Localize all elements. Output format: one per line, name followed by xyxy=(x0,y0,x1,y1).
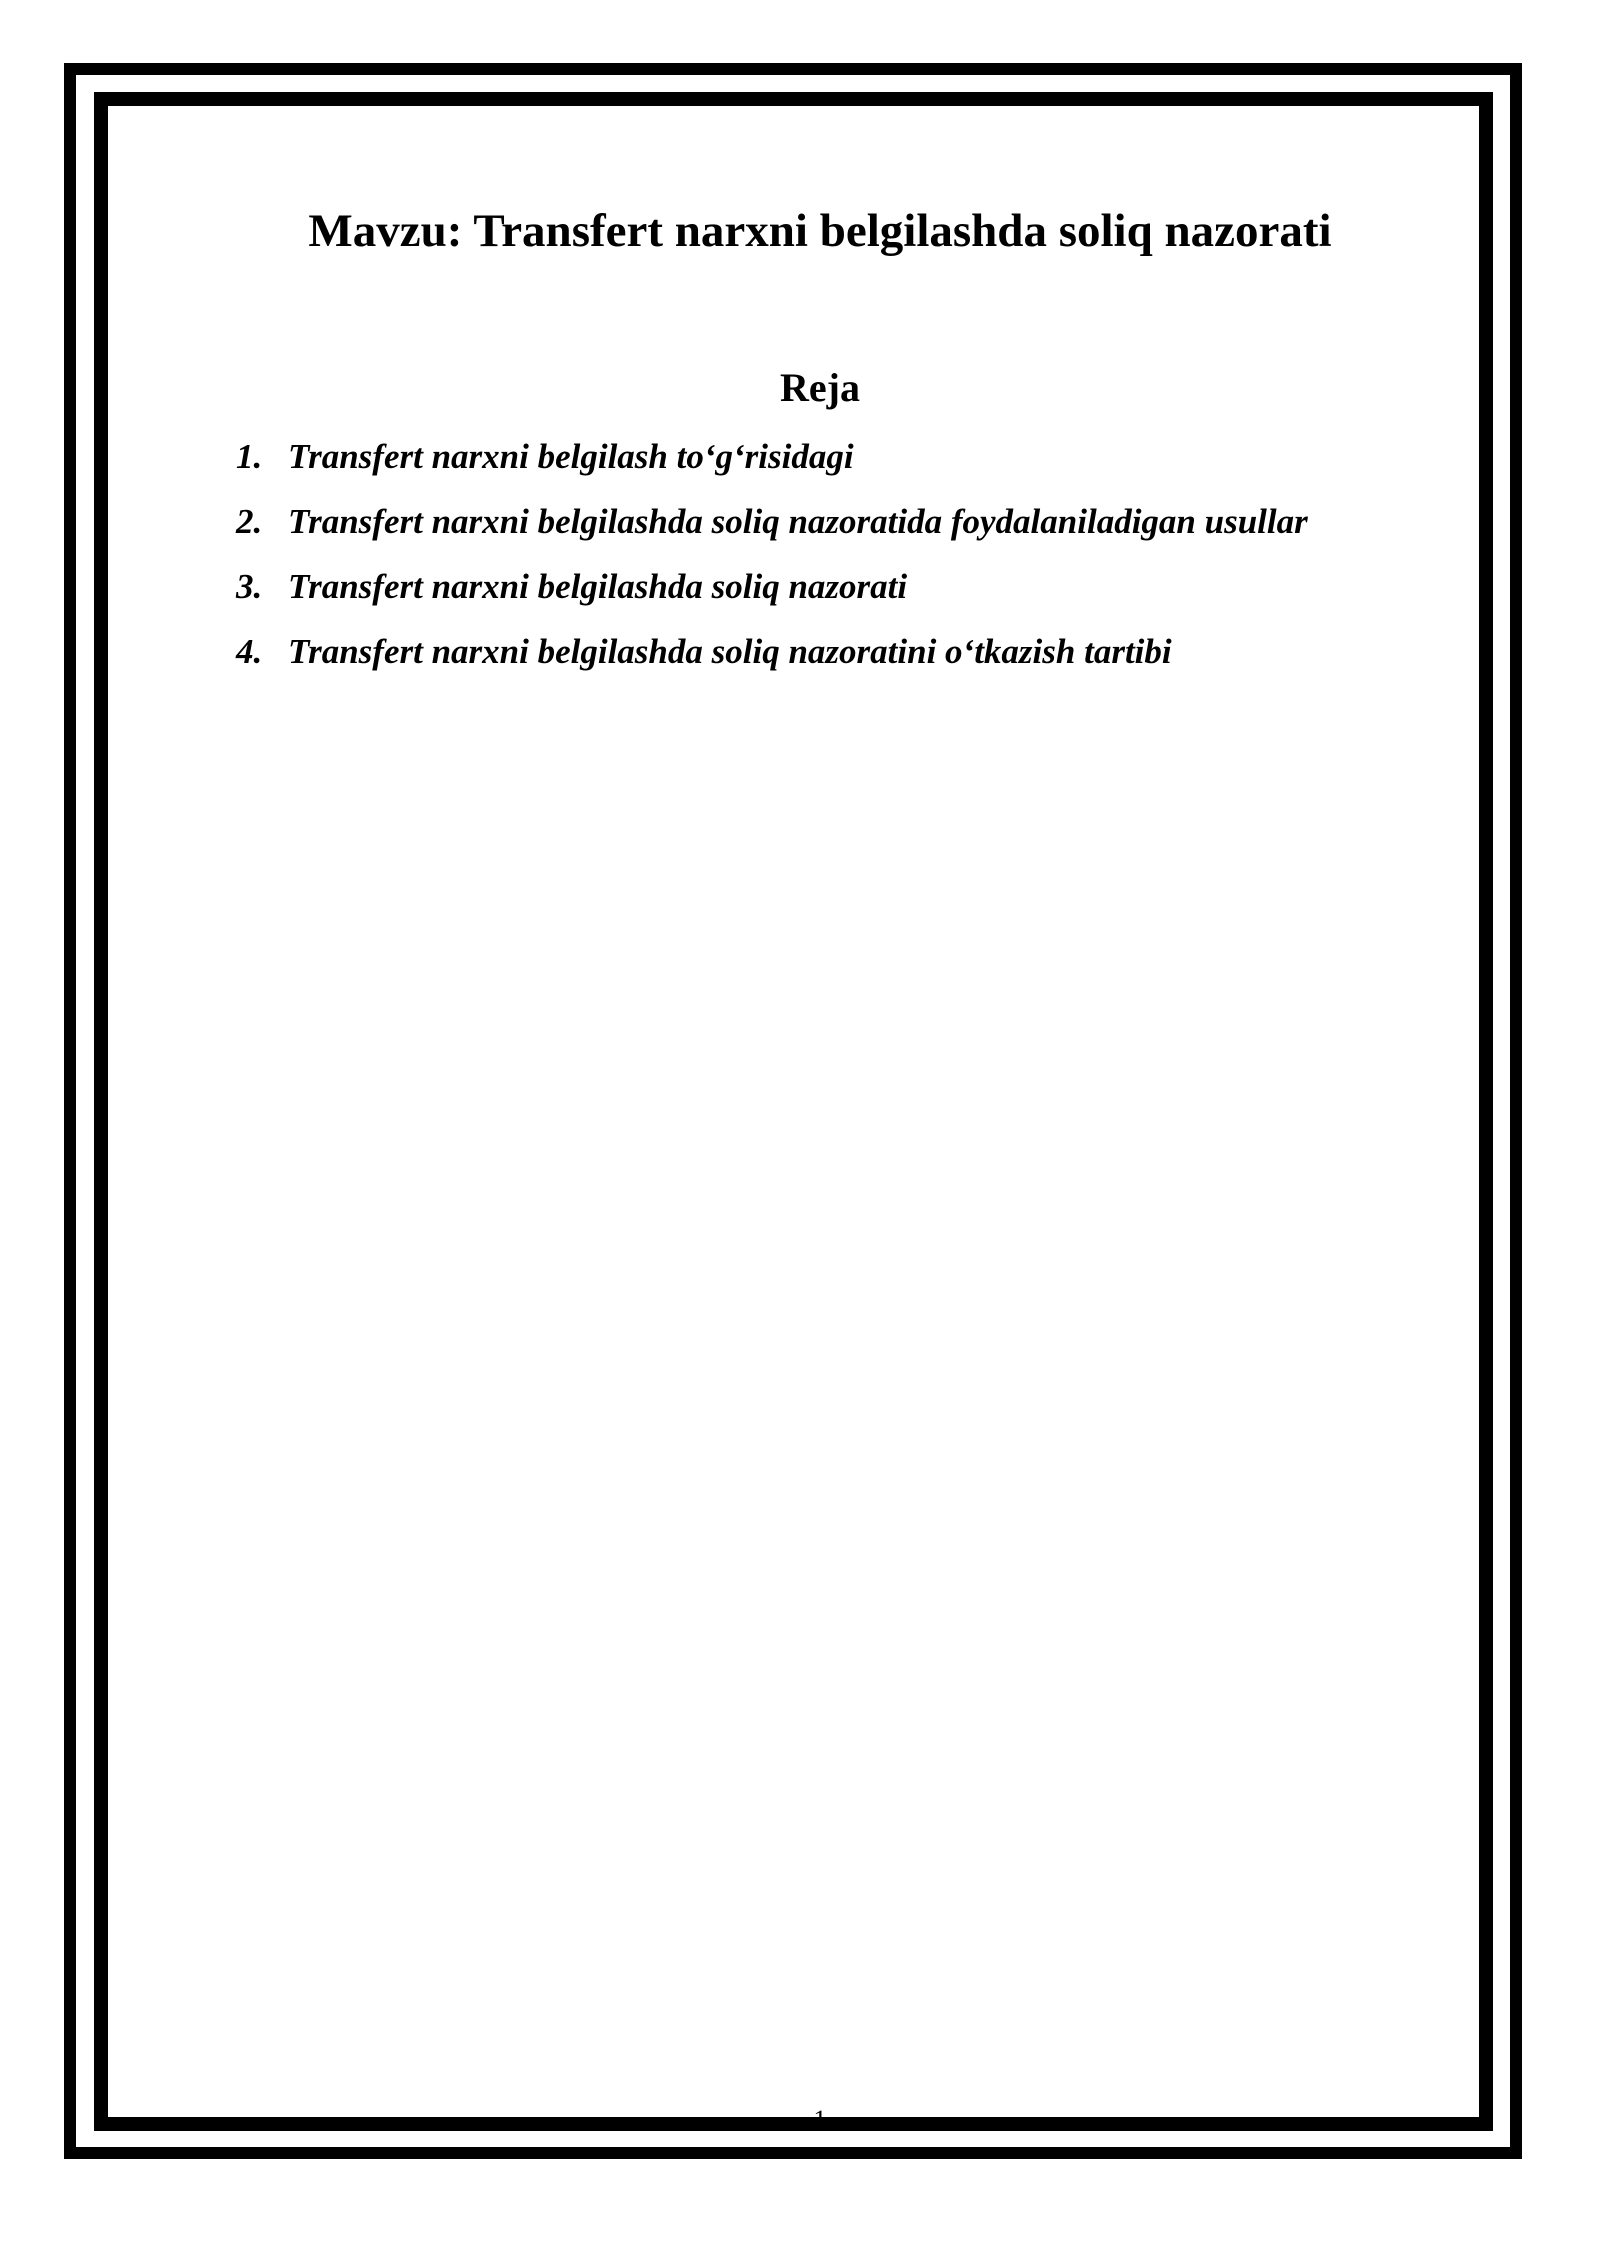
plan-item-1 xyxy=(236,432,1308,497)
page-number: 1 xyxy=(813,2105,827,2134)
plan-item-text: Transfert narxni belgilashda soliq nazorati xyxy=(288,567,908,606)
plan-item-text: Transfert narxni belgilash to‘g‘risidagi xyxy=(288,437,854,476)
plan-item-3 xyxy=(236,562,1308,627)
plan-item-4 xyxy=(236,627,1308,692)
plan-item-number: 4. xyxy=(236,632,263,671)
plan-list xyxy=(236,432,1308,692)
page-title: Mavzu: Transfert narxni belgilashda soliq nazorati xyxy=(308,205,1332,257)
plan-heading: Reja xyxy=(780,365,860,410)
plan-item-text: Transfert narxni belgilashda soliq nazoratida foydalaniladigan usullar xyxy=(288,502,1308,541)
plan-item-2 xyxy=(236,497,1308,562)
plan-item-number: 2. xyxy=(236,502,263,541)
plan-item-number: 3. xyxy=(236,567,263,606)
plan-item-text: Transfert narxni belgilashda soliq nazoratini o‘tkazish tartibi xyxy=(288,632,1172,671)
plan-item-number: 1. xyxy=(236,437,263,476)
